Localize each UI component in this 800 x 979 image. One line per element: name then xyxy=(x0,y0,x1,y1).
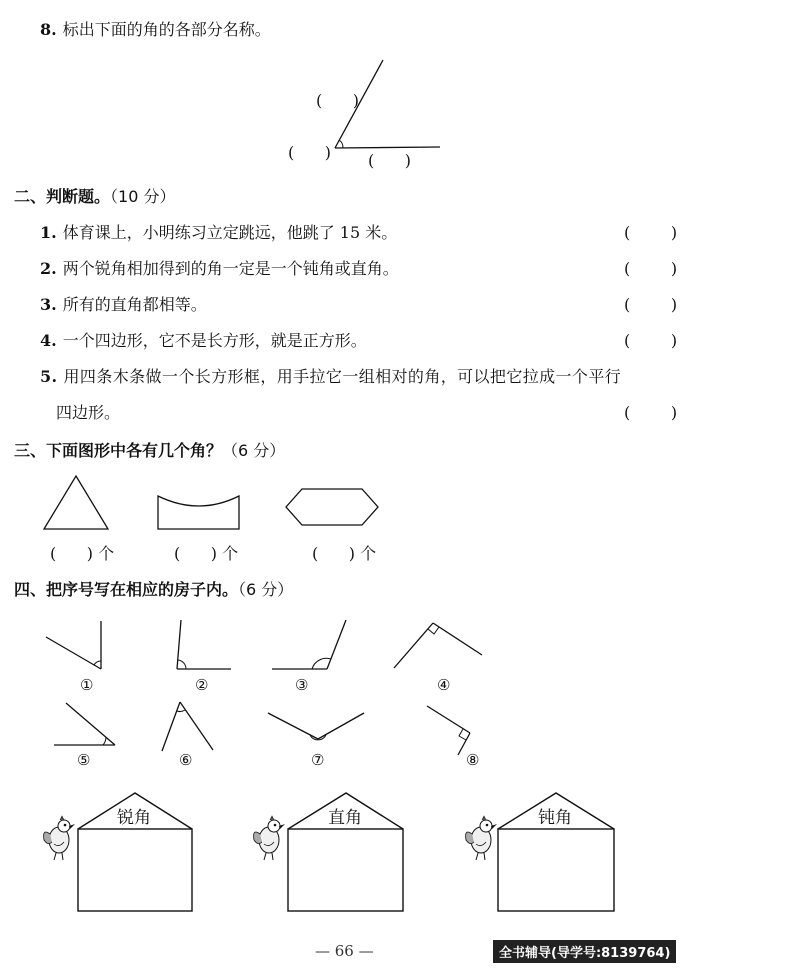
angle-label-4: ④ xyxy=(437,676,451,694)
section2-item-4: 4. 一个四边形，它不是长方形，就是正方形。 xyxy=(40,331,367,350)
section2-item-1: 1. 体育课上，小明练习立定跳远，他跳了 15 米。 xyxy=(40,223,398,242)
section3-blank-3[interactable]: ( ) 个 xyxy=(312,544,377,563)
section2-answer-4[interactable]: ( ) xyxy=(624,331,678,350)
section2-item-5: 5. 用四条木条做一个长方形框，用手拉它一组相对的角，可以把它拉成一个平行 xyxy=(40,367,622,386)
angle-label-7: ⑦ xyxy=(311,751,325,769)
book-tag: 全书辅导(导学号:8139764) xyxy=(493,940,676,963)
angle-label-8: ⑧ xyxy=(466,751,480,769)
bird-icon xyxy=(466,816,497,860)
section2-item-3: 3. 所有的直角都相等。 xyxy=(40,295,207,314)
angle-label-5: ⑤ xyxy=(77,751,91,769)
q8-number: 8. xyxy=(40,20,57,39)
angle-label-1: ① xyxy=(80,676,94,694)
section2-answer-5[interactable]: ( ) xyxy=(624,403,678,422)
house-title-right: 直角 xyxy=(328,808,362,828)
section3-title: 三、下面图形中各有几个角？（6 分） xyxy=(14,441,286,460)
section2-answer-1[interactable]: ( ) xyxy=(624,223,678,242)
bird-icon xyxy=(44,816,75,860)
angle-label-6: ⑥ xyxy=(179,751,193,769)
section3-blank-2[interactable]: ( ) 个 xyxy=(174,544,239,563)
q8-text: 标出下面的角的各部分名称。 xyxy=(62,20,271,39)
section2-item-2: 2. 两个锐角相加得到的角一定是一个钝角或直角。 xyxy=(40,259,399,278)
q8-blank-side[interactable]: ( ) xyxy=(316,91,359,110)
q8-blank-vertex[interactable]: ( ) xyxy=(288,143,331,162)
house-title-obtuse: 钝角 xyxy=(538,808,572,828)
bird-icon xyxy=(254,816,285,860)
q8-blank-angle-side[interactable]: ( ) xyxy=(368,151,411,170)
section2-item-5-cont: 四边形。 xyxy=(56,403,121,422)
section2-answer-3[interactable]: ( ) xyxy=(624,295,678,314)
section4-title: 四、把序号写在相应的房子内。（6 分） xyxy=(14,580,294,599)
house-title-acute: 锐角 xyxy=(117,808,151,828)
angle-label-3: ③ xyxy=(295,676,309,694)
section3-blank-1[interactable]: ( ) 个 xyxy=(50,544,115,563)
section2-answer-2[interactable]: ( ) xyxy=(624,259,678,278)
section2-title: 二、判断题。（10 分） xyxy=(14,187,176,206)
page-number: — 66 — xyxy=(315,942,374,960)
angle-label-2: ② xyxy=(195,676,209,694)
